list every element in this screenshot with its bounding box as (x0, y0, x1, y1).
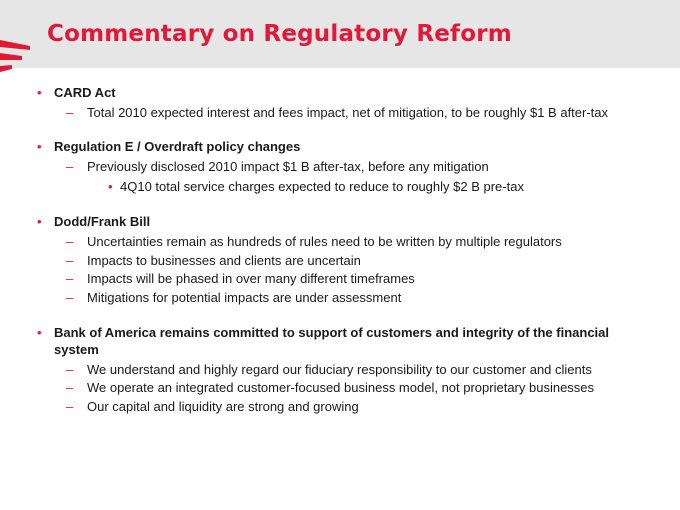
sub-bullet-text: Previously disclosed 2010 impact $1 B after-tax, before any mitigation (87, 159, 489, 174)
bank-flag-logo-icon (0, 38, 34, 78)
dash-marker: – (66, 159, 74, 174)
bullet-marker: • (37, 85, 42, 100)
bullet-heading: CARD Act (54, 85, 116, 100)
dash-marker: – (66, 362, 74, 377)
sub-bullet-text: We understand and highly regard our fiduciary responsibility to our customer and clients (87, 362, 592, 377)
dash-marker: – (66, 290, 74, 305)
bullet-heading-line2: system (54, 342, 99, 357)
sub-bullet-text: Impacts will be phased in over many different timeframes (87, 271, 415, 286)
bullet-heading: Regulation E / Overdraft policy changes (54, 139, 301, 154)
bullet-marker: • (108, 179, 113, 194)
dash-marker: – (66, 253, 74, 268)
dash-marker: – (66, 271, 74, 286)
bullet-heading-line1: Bank of America remains committed to support of customers and integrity of the financial (54, 325, 610, 340)
bullet-marker: • (37, 139, 42, 154)
sub-bullet-text: Total 2010 expected interest and fees impact, net of mitigation, to be roughly $1 B after-tax (87, 105, 609, 120)
page-title: Commentary on Regulatory Reform (47, 21, 512, 47)
dash-marker: – (66, 234, 74, 249)
sub-bullet-text: Impacts to businesses and clients are uncertain (87, 253, 361, 268)
dash-marker: – (66, 399, 74, 414)
sub-bullet-text: Mitigations for potential impacts are under assessment (87, 290, 402, 305)
dash-marker: – (66, 105, 74, 120)
dash-marker: – (66, 380, 74, 395)
bullet-marker: • (37, 214, 42, 229)
sub-sub-bullet-text: 4Q10 total service charges expected to reduce to roughly $2 B pre-tax (120, 179, 524, 194)
sub-bullet-text: Uncertainties remain as hundreds of rules need to be written by multiple regulators (87, 234, 562, 249)
sub-bullet-text: Our capital and liquidity are strong and growing (87, 399, 359, 414)
bullet-heading: Dodd/Frank Bill (54, 214, 151, 229)
bullet-marker: • (37, 325, 42, 340)
sub-bullet-text: We operate an integrated customer-focused business model, not proprietary businesses (87, 380, 595, 395)
